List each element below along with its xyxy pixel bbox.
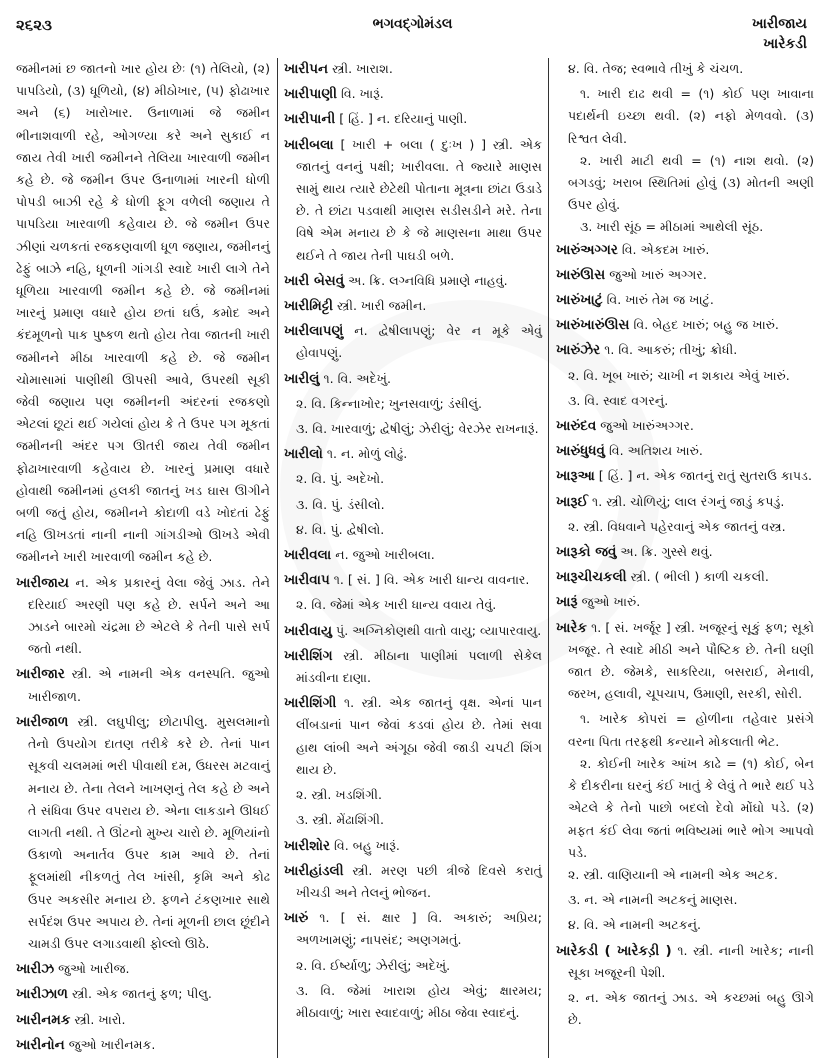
idiom-sense	[556, 708, 814, 752]
headword: ખારીશોર	[284, 837, 331, 854]
definition-text: જુઓ ખારુંઅગ્ગર.	[600, 418, 694, 434]
page-number: ૨૬૨૩	[16, 16, 53, 34]
idiom-sense	[556, 216, 814, 238]
definition-text: સ્ત્રી. ખારો.	[74, 1011, 126, 1027]
definition-text: ૩. વિ. સ્વાદ વગરનું.	[568, 392, 669, 408]
definition-text: ૩. વિ. જેમાં ખારાશ હોય એવું; ક્ષારમય; મીઠાવાળું; ખારા સ્વાદવાળું; મીઠા જેવા સ્વાદનું.	[296, 982, 542, 1020]
entry-sense	[284, 468, 542, 490]
dictionary-entry	[556, 440, 814, 462]
dictionary-entry	[16, 958, 270, 980]
idiom-sense	[556, 83, 814, 150]
definition-text: ૧. સ્ત્રી. ચોળિયું; લાલ રંગનું જાડું કપડું.	[592, 493, 785, 509]
headword: ખારી બેસવું	[284, 272, 345, 289]
headword: ખારીલું	[284, 370, 320, 387]
definition-text: ૨. વિ. પું. અદેખો.	[296, 471, 385, 487]
headword: ખારીશિંગ	[284, 647, 333, 664]
dictionary-entry	[556, 491, 814, 513]
definition-text: ન. દ્વેષીલાપણું; વેર ન મૂકે એવું હોવાપણું.	[296, 323, 542, 361]
dictionary-column-1	[16, 58, 270, 1059]
definition-text: ૪. વિ. પું. દ્વેષીલો.	[296, 521, 385, 537]
entry-continuation	[16, 58, 270, 569]
entry-sense	[284, 784, 542, 806]
dictionary-entry	[16, 572, 270, 661]
definition-text: ૧. [ સં. ક્ષાર ] વિ. અકારું; અપ્રિય; અળખામણું; નાપસંદ; અણગમતું.	[296, 910, 542, 948]
headword: ખારેકડી ( ખારેકડ઼ી )	[556, 942, 672, 959]
entry-sense	[556, 390, 814, 412]
dictionary-column-3	[556, 58, 814, 1034]
headword: ખારીલો	[284, 446, 323, 463]
definition-text: ૨. વિ. કિન્નાખોર; ખુનસવાળું; ડંસીલું.	[296, 395, 483, 411]
definition-text: સ્ત્રી. ખારી જમીન.	[337, 298, 427, 314]
definition-text: પું. અગ્નિકોણથી વાતો વાયુ; વ્યાપારવાયુ.	[336, 622, 542, 638]
guide-word-first: ખારીજાય	[752, 16, 807, 32]
headword: ખારુંધુધવું	[556, 443, 605, 460]
definition-text: ૩. ન. એ નામની અટકનું માણસ.	[568, 892, 738, 908]
definition-text: અ. ક્રિ. લગ્નવિધિ પ્રમાણે નાહવું.	[348, 272, 508, 288]
headword: ખારીજાળ	[16, 713, 69, 730]
definition-text: ૨. ન. એક જાતનું ઝાડ. એ કચ્છમાં બહુ ઊગે છે.	[568, 989, 814, 1028]
guide-word-last: ખારેકડી	[763, 36, 807, 52]
definition-text: વિ. ખારું તેમ જ ખાટું.	[606, 292, 714, 308]
headword: ખારીપાણી	[284, 86, 337, 103]
headword: ખારૂં	[556, 594, 578, 611]
headword: ખારીવાયુ	[284, 622, 333, 639]
dictionary-entry	[284, 320, 542, 364]
headword: ખારુંઅગ્ગર	[556, 241, 618, 258]
dictionary-entry	[284, 134, 542, 267]
entry-sense	[556, 58, 814, 80]
dictionary-entry	[556, 617, 814, 706]
dictionary-entry	[556, 465, 814, 487]
headword: ખારીવલા	[284, 547, 332, 564]
headword: ખારીઝ	[16, 961, 55, 978]
definition-text: વિ. બહુ ખારૂં.	[334, 837, 400, 853]
definition-text: ૨. સ્ત્રી. વાણિયાની એ નામની એક અટક.	[568, 866, 778, 882]
definition-text: ૨. ખારી માટી થવી = (૧) નાશ થવો. (૨) બગડવું; ખરાબ સ્થિતિમાં હોવું (૩) મોતની અણી ઉપર હોવું.	[568, 152, 814, 213]
headword: ખારીપન	[284, 61, 329, 77]
dictionary-entry	[556, 264, 814, 286]
dictionary-entry	[284, 443, 542, 465]
dictionary-entry	[284, 108, 542, 130]
definition-text: ૪. વિ. એ નામની અટકનું.	[568, 917, 702, 933]
column-divider	[277, 58, 278, 1058]
definition-text: ૧. સ્ત્રી. એક જાતનું વૃક્ષ. એનાં પાન લીંબડાનાં પાન જેવાં કડવાં હોય છે. તેમાં સવા હાથ લાંબી અને અંગૂઠા જેવી જાડી ચપટી શિંગ થાય છે.	[296, 695, 542, 777]
definition-text: અ. ક્રિ. ગુસ્સે થવું.	[620, 544, 713, 560]
dictionary-entry	[16, 711, 270, 955]
entry-sense	[284, 955, 542, 977]
definition-text: ૧. ખારેક કોપરાં = હોળીના તહેવાર પ્રસંગે વરના પિતા તરફથી કન્યાને મોકલાતી ભેટ.	[568, 711, 814, 749]
definition-text: ૨. વિ. જેમાં એક ખારી ધાન્ય વવાય તેવું.	[296, 597, 497, 613]
headword: ખારૂકો જવું	[556, 544, 617, 561]
entry-sense	[284, 494, 542, 516]
book-title: ભગવદ્ગોમંડલ	[372, 16, 453, 32]
entry-sense	[556, 889, 814, 911]
dictionary-entry	[284, 835, 542, 857]
dictionary-entry	[556, 339, 814, 361]
entry-sense	[284, 594, 542, 616]
dictionary-entry	[556, 239, 814, 261]
headword: ખારીબલા	[284, 136, 334, 153]
headword: ખારીનોન	[16, 1036, 65, 1053]
dictionary-entry	[284, 692, 542, 781]
definition-text: સ્ત્રી. એ નામની એક વનસ્પતિ. જુઓ ખારીજાળ.	[28, 666, 270, 704]
entry-sense	[556, 987, 814, 1031]
page-header	[0, 10, 825, 55]
dictionary-entry	[16, 1009, 270, 1031]
definition-text: ન. જુઓ ખારીબલા.	[335, 547, 435, 563]
dictionary-entry	[16, 1034, 270, 1056]
definition-text: વિ. એકદમ ખારું.	[621, 241, 710, 257]
dictionary-entry	[556, 541, 814, 563]
dictionary-entry	[284, 295, 542, 317]
definition-text: ૩. વિ. પું. ડંસીલો.	[296, 496, 385, 512]
definition-text: ૩. સ્ત્રી. મેંઢાશિંગી.	[296, 812, 384, 828]
headword: ખારીલાપણું	[284, 323, 344, 340]
definition-text: ૧. સ્ત્રી. નાની ખારેક; નાની સૂકા ખજૂરની પેશી.	[568, 942, 814, 980]
headword: ખારીજાય	[16, 574, 69, 591]
definition-text: ૪. વિ. તેજ; સ્વભાવે તીખું કે ચંચળ.	[568, 61, 744, 76]
definition-text: ૨. સ્ત્રી. વિધવાને પહેરવાનું એક જાતનું વસ્ત્ર.	[568, 518, 786, 534]
definition-text: સ્ત્રી. લઘુપીલુ; છોટાપીલુ. મુસલમાનો તેનો ઉપયોગ દાતણ તરીકે કરે છે. તેનાં પાન સૂકવી ચલમમાં ભરી પીવાથી દમ, ઉધરસ મટવાનું મનાય છે. તેના તેલને ખાખણનું તેલ કહે છે અને તે સંધિવા ઉપર વપરાય છે. એના લાકડાને ઊધઈ લાગતી નથી. તે ઊંટનો મુખ્ય ચારો છે. મૂળિયાંનો ઉકાળો અનાર્તવ ઉપર કામ આવે છે. તેનાં ફૂલમાંથી નીકળતું તેલ ખાંસી, કૃમિ અને કોઢ ઉપર અકસીર મનાય છે. ફળને ટંકણખાર સાથે સર્પદંશ ઉપર અપાય છે. તેનાં મૂળની છાલ છૂંદીને ચામડી ઉપર લગાડવાથી ફોલ્લો ઊઠે.	[28, 713, 270, 951]
dictionary-entry	[284, 620, 542, 642]
column-divider	[548, 58, 549, 1058]
entry-sense	[556, 516, 814, 538]
dictionary-column-2	[284, 58, 542, 1027]
definition-text: વિ. ખારૂં.	[340, 86, 384, 102]
definition-text: [ ખારી + બલા ( દુઃખ ) ] સ્ત્રી. એક જાતનું વનનું પક્ષી; ખારીવલા. તે જ્યારે માણસ સામું થાય ત્યારે છેટેથી પોતાના મૂત્રના છાંટા ઉડાડે છે. તે છાંટા પડવાથી માણસ સડીસડીને મરે. તેના વિષે એમ મનાય છે કે જે માણસના માથા ઉપર થઈને તે જાય તેની પાઘડી બળે.	[296, 136, 542, 263]
definition-text: સ્ત્રી. મરણ પછી ત્રીજે દિવસે કરાતું ખીચડી અને તેલનું ભોજન.	[296, 862, 543, 900]
definition-text: જમીનમાં છ જાતનો ખાર હોય છેઃ (૧) તેલિયો, (૨) પાપડિયો, (૩) ધૂળિયો, (૪) મીઠોખાર, (૫) ફોઢાખાર અને (૬) ખારોખાર. ઉનાળામાં જે જમીન ભીનાશવાળી રહે, ઓગળ્યા કરે અને સુકાઈ ન જાય તેવી ખારી જમીનને તેલિયા ખારવાળી જમીન કહે છે. જે જમીન ઉપર ઉનાળામાં ખારની ધોળી પોપડી બાઝી રહે કે ધોળી ફૂગ વળેલી જણાય તે પાપડિયા ખારવાળી કહેવાય છે. જે જમીન ઉપર ઝીણાં ચળકતાં રજકણવાળી ધૂળ જણાય, જમીનનું ઢેફું બાઝે નહિ, ધૂળની ગાંગડી સ્વાદે ખારી લાગે તેને ધૂળિયા ખારવાળી જમીન કહે છે. જે જમીનમાં ખારનું પ્રમાણ વધારે હોય છતાં ઘઉં, કમોદ અને કંદમૂળનો પાક પુષ્કળ થતો હોય તેવા જાતની ખારી જમીનને મીઠા ખારવાળી કહે છે. જે જમીન ચોમાસામાં પાણીથી ઊપસી આવે, ઉપરથી સૂકી જેવી જણાય પણ જમીનની અંદરનાં રજકણો એટલાં છૂટાં થઈ ગયેલાં હોય કે તે ઉપર પગ મૂકતાં જમીનની અંદર પગ ઊતરી જાય તેવી જમીન ફોઢાખારવાળી કહેવાય છે. ખારનું પ્રમાણ વધારે હોવાથી જમીનમાં હલકી જાતનું ખડ ઘાસ ઊગીને બળી જતું હોય, જમીનને કોદાળી વડે ખોદતાં ઢેફું નહિ ઊખડતાં નાની નાની ગાંગડીઓ ઊખડે એવી જમીનને ખારી ખારવાળી જમીન કહે છે.	[16, 61, 270, 565]
entry-sense	[556, 914, 814, 936]
dictionary-entry	[16, 663, 270, 707]
definition-text: ૨. કોઈની ખારેક આંખ કાઢે = (૧) કોઈ, બેન કે દીકરીના ઘરનું કંઈ ખાતું કે લેવું તે ભારે થઈ પડે એટલે કે તેનો પાછો બદલો દેવો મોંઘો પડે. (૨) મફત કંઈ લેવા જતાં ભવિષ્યમાં ભારે ભોગ આપવો પડે.	[568, 755, 814, 860]
definition-text: ૩. વિ. ખારવાળું; દ્વેષીલું; ઝેરીલું; વેરઝેર રાખનારૂં.	[296, 421, 539, 437]
definition-text: ૨. સ્ત્રી. ખડશિંગી.	[296, 787, 383, 803]
headword: ખારૂઈ	[556, 493, 589, 510]
headword: ખારુંખારુંઊસ	[556, 317, 630, 334]
definition-text: [ હિં. ] ન. એક જાતનું રાતું સુતરાઉ કાપડ.	[598, 468, 812, 484]
entry-sense	[284, 418, 542, 440]
headword: ખારીહાંડલી	[284, 862, 344, 879]
headword: ખારીઝાળ	[16, 986, 68, 1003]
definition-text: ૧. [ સં. ] વિ. એક ખારી ધાન્ય વાવનાર.	[333, 572, 530, 588]
dictionary-entry	[556, 591, 814, 613]
dictionary-entry	[556, 415, 814, 437]
headword: ખારેક	[556, 619, 587, 636]
headword: ખારુંઊસ	[556, 266, 606, 283]
headword: ખારીજાર	[16, 666, 65, 683]
idiom-sense	[556, 150, 814, 217]
dictionary-entry	[284, 860, 542, 904]
headword: ખારું	[284, 910, 309, 927]
headword: ખારીશિંગી	[284, 695, 337, 712]
dictionary-entry	[556, 566, 814, 588]
definition-text: ૧. વિ. આકરું; તીખું; ક્રોધી.	[604, 342, 738, 358]
definition-text: જુઓ ખારું.	[581, 594, 641, 610]
headword: ખારીવાપ	[284, 572, 330, 589]
definition-text: ન. એક પ્રકારનું વેલા જેવું ઝાડ. તેને દરિયાઈ અરણી પણ કહે છે. સર્પને અને આ ઝાડને બારમો ચંદ્રમા છે એટલે કે તેની પાસે સર્પ જતો નથી.	[28, 574, 270, 657]
guide-words	[752, 14, 807, 54]
dictionary-entry	[284, 83, 542, 105]
definition-text: સ્ત્રી. એક જાતનું ફળ; પીલુ.	[71, 986, 212, 1002]
definition-text: ૧. ન. મોળું લોઢું.	[326, 446, 408, 462]
headword: ખારીપાની	[284, 111, 336, 128]
definition-text: જુઓ ખારું અગ્ગર.	[609, 266, 707, 282]
definition-text: સ્ત્રી. ખારાશ.	[332, 61, 393, 76]
definition-text: ૨. વિ. ખૂબ ખારું; ચાખી ન શકાય એવું ખારું.	[568, 367, 790, 383]
dictionary-entry	[556, 314, 814, 336]
headword: ખારીમિટ્ટી	[284, 298, 334, 315]
entry-sense	[556, 864, 814, 886]
definition-text: વિ. અતિશય ખારું.	[608, 443, 703, 459]
definition-text: [ હિં. ] ન. દરિયાનું પાણી.	[339, 111, 468, 127]
headword: ખારૂઆ	[556, 468, 595, 485]
definition-text: જુઓ ખારીજ.	[58, 961, 130, 977]
entry-sense	[284, 393, 542, 415]
dictionary-entry	[284, 544, 542, 566]
dictionary-entry	[284, 58, 542, 80]
headword: ખારુંખાટું	[556, 292, 603, 309]
dictionary-entry	[556, 289, 814, 311]
entry-sense	[284, 980, 542, 1024]
idiom-sense	[556, 753, 814, 864]
definition-text: વિ. બેહદ ખારું; બહુ જ ખારું.	[633, 317, 779, 333]
definition-text: જુઓ ખારીનમક.	[68, 1036, 156, 1052]
definition-text: ૧. [ સં. ખર્જૂર ] સ્ત્રી. ખજૂરનું સૂકું ફળ; સૂકો ખજૂર. તે સ્વાદે મીઠી અને પૌષ્ટિક છે. તેની ઘણી જાત છે. જેમકે, સાકરિયા, બસરાઈ, મેનાવી, જરખ, હલાવી, ચૂપચાપ, ઉમાણી, સરકી, સોરી.	[568, 619, 814, 702]
headword: ખારૂચીચકલી	[556, 569, 627, 586]
definition-text: ૧. વિ. અદેખું.	[323, 370, 392, 386]
entry-sense	[556, 365, 814, 387]
dictionary-entry	[284, 907, 542, 951]
dictionary-entry	[284, 270, 542, 292]
dictionary-entry	[284, 569, 542, 591]
headword: ખારુંઝેર	[556, 342, 601, 359]
definition-text: ૨. વિ. ઈર્ષ્યાળુ; ઝેરીલું; અદેખું.	[296, 957, 451, 973]
dictionary-entry	[556, 940, 814, 984]
dictionary-entry	[284, 645, 542, 689]
entry-sense	[284, 809, 542, 831]
dictionary-entry	[284, 368, 542, 390]
definition-text: ૧. ખારી દાઢ થવી = (૧) કોઈ પણ ખાવાના પદાર્થની ઇચ્છા થવી. (૨) નફો મેળવવો. (૩) રિશ્વત લેવી.	[568, 86, 814, 146]
definition-text: ૩. ખારી સૂંઠ = મીઠામાં આથેલી સૂંઠ.	[580, 219, 764, 235]
entry-sense	[284, 519, 542, 541]
definition-text: સ્ત્રી. ( ભીલી ) કાળી ચકલી.	[630, 569, 769, 585]
definition-text: સ્ત્રી. મીઠાના પાણીમાં પલાળી સેકેલ માંડવીના દાણા.	[296, 647, 542, 686]
headword: ખારુંદવ	[556, 418, 597, 435]
dictionary-entry	[16, 983, 270, 1005]
headword: ખારીનમક	[16, 1011, 71, 1028]
